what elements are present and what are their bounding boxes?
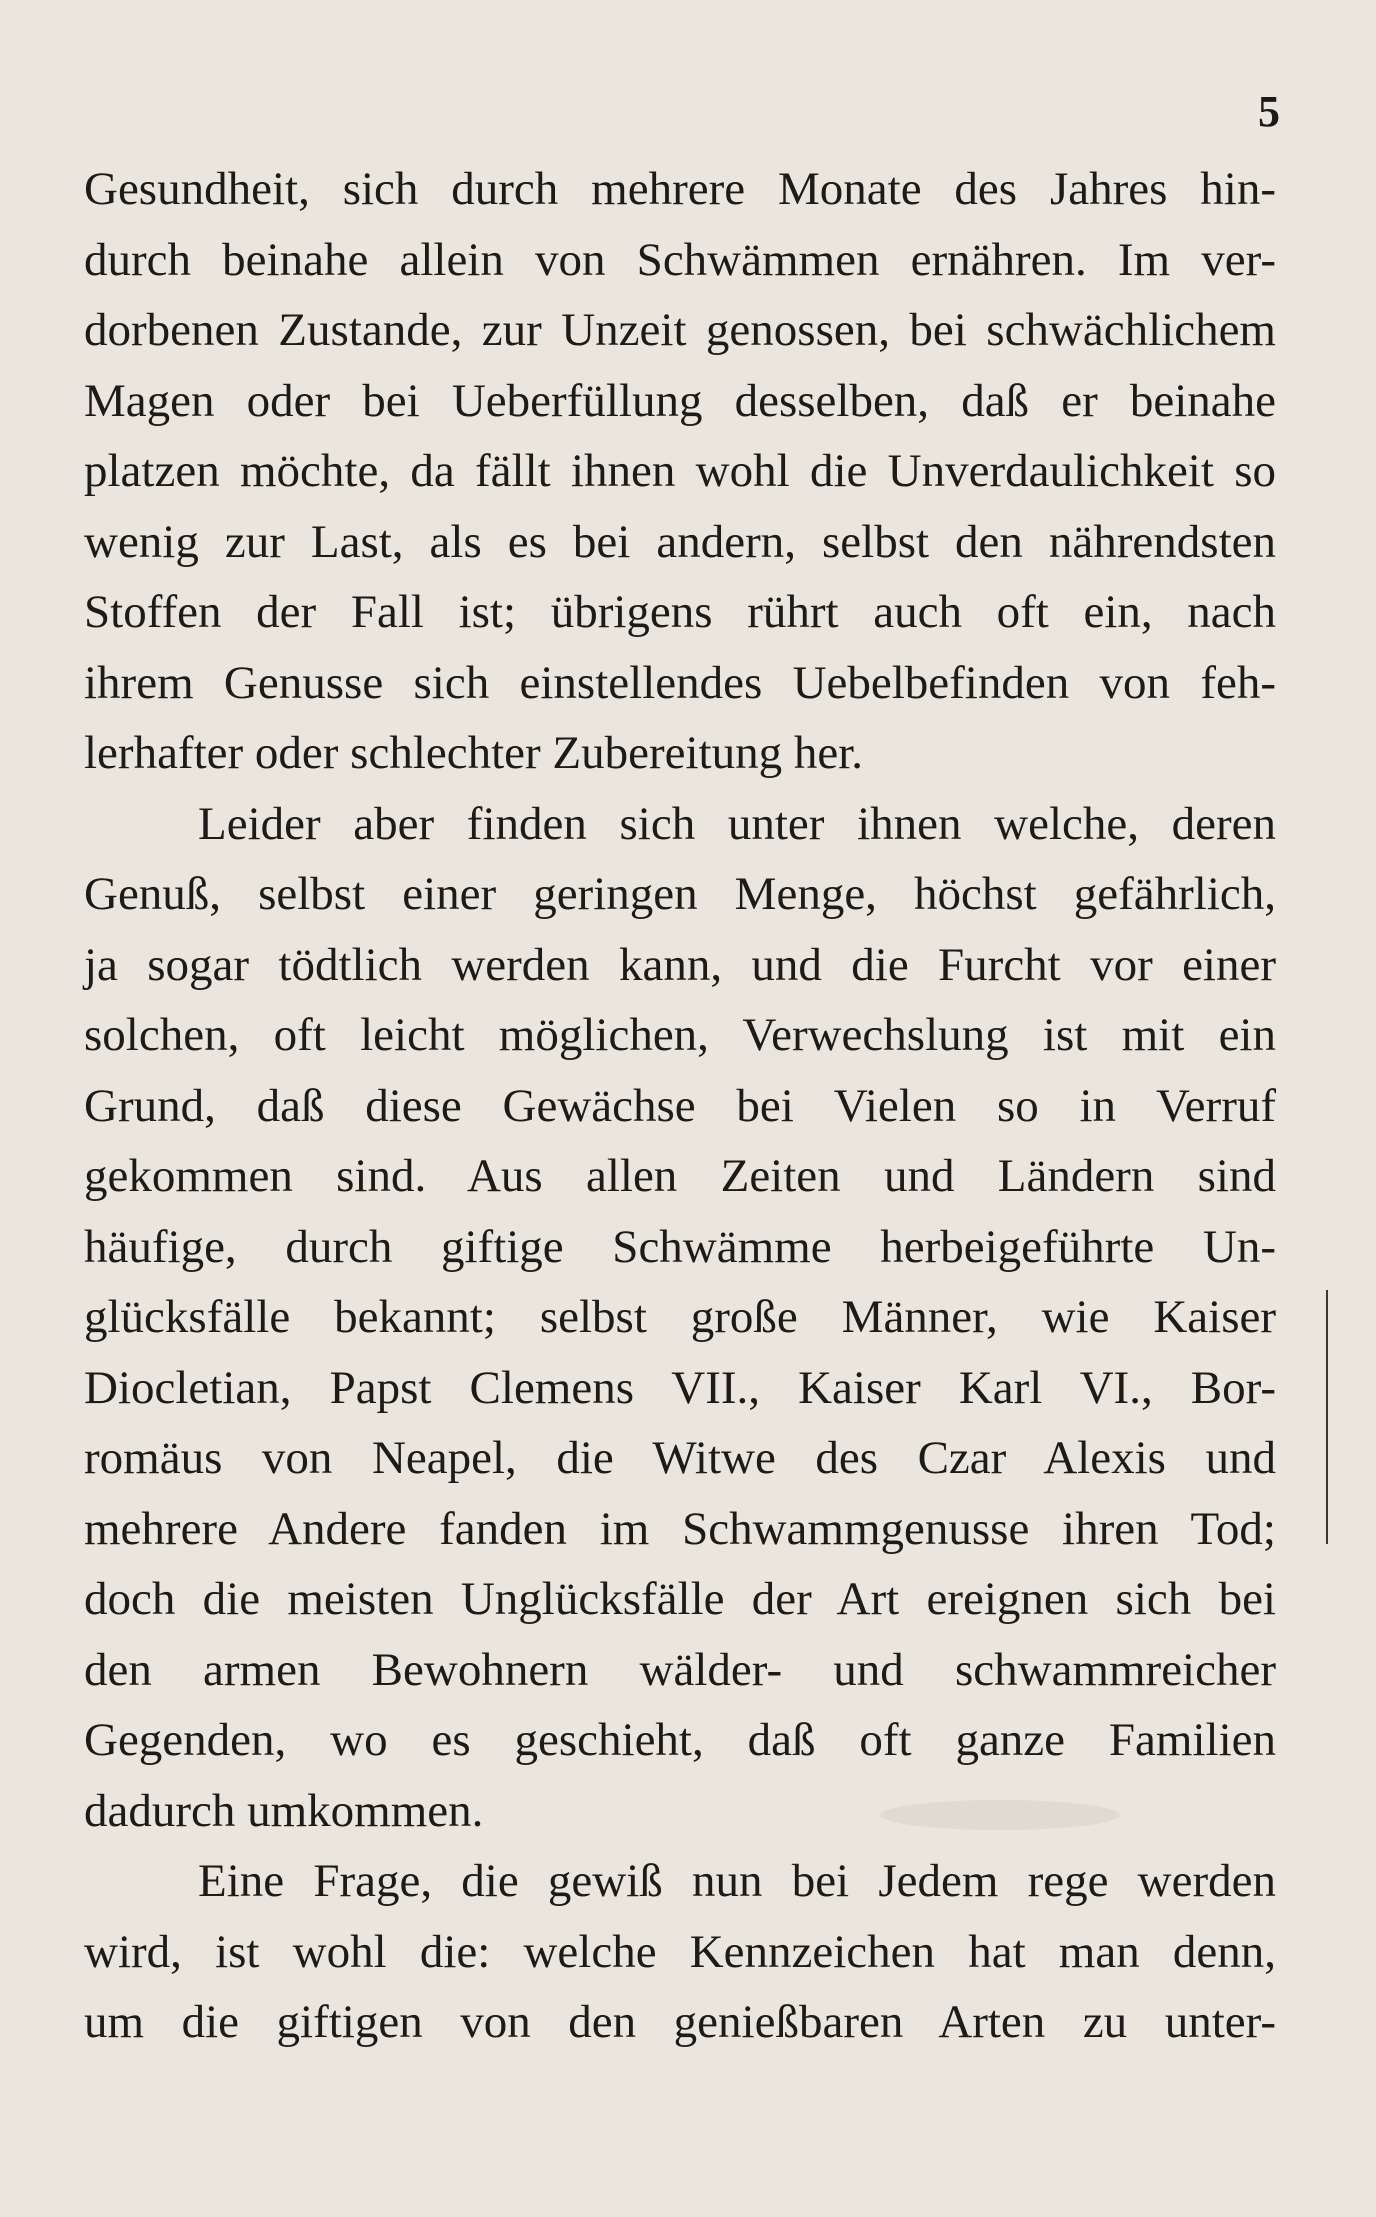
text-line: ja sogar tödtlich werden kann, und die Furcht vor einer	[84, 938, 1276, 991]
text-line: Gegenden, wo es geschieht, daß oft ganze Familien	[84, 1714, 1276, 1766]
paragraph-3	[84, 1846, 1276, 2058]
text-line: glücksfälle bekannt; selbst große Männer, wie Kaiser	[84, 1291, 1276, 1343]
text-line: Leider aber finden sich unter ihnen welche, deren	[198, 797, 1276, 850]
page-number: 5	[1258, 87, 1280, 136]
text-line: dorbenen Zustande, zur Unzeit genossen, bei schwächlichem	[84, 304, 1276, 356]
paragraph-2	[84, 789, 1276, 1847]
text-line: mehrere Andere fanden im Schwammgenusse ihren Tod;	[84, 1502, 1276, 1555]
text-line: Eine Frage, die gewiß nun bei Jedem rege werden	[198, 1855, 1276, 1907]
text-line: wird, ist wohl die: welche Kennzeichen hat man denn,	[84, 1925, 1276, 1978]
text-line: Gesundheit, sich durch mehrere Monate des Jahres hin-	[84, 163, 1276, 215]
text-line: gekommen sind. Aus allen Zeiten und Ländern sind	[84, 1150, 1276, 1202]
text-line: wenig zur Last, als es bei andern, selbst den nährendsten	[84, 515, 1276, 568]
text-line: lerhafter oder schlechter Zubereitung her.	[84, 727, 864, 779]
margin-mark	[1326, 1290, 1328, 1544]
text-line: Stoffen der Fall ist; übrigens rührt auch oft ein, nach	[84, 586, 1276, 638]
text-line: um die giftigen von den genießbaren Arten zu unter-	[84, 1996, 1276, 2048]
text-line: dadurch umkommen.	[84, 1784, 484, 1837]
text-line: den armen Bewohnern wälder- und schwammreicher	[84, 1643, 1276, 1696]
text-line: romäus von Neapel, die Witwe des Czar Alexis und	[84, 1432, 1276, 1484]
text-line: ihrem Genusse sich einstellendes Uebelbefinden von feh-	[84, 656, 1276, 709]
text-line: Diocletian, Papst Clemens VII., Kaiser Karl VI., Bor-	[84, 1361, 1276, 1414]
text-line: Magen oder bei Ueberfüllung desselben, daß er beinahe	[84, 374, 1276, 427]
text-line: platzen möchte, da fällt ihnen wohl die Unverdaulichkeit so	[84, 445, 1276, 497]
paragraph-1	[84, 154, 1276, 789]
body-text	[84, 154, 1276, 2058]
text-line: Grund, daß diese Gewächse bei Vielen so in Verruf	[84, 1079, 1276, 1132]
text-line: häufige, durch giftige Schwämme herbeigeführte Un-	[84, 1220, 1276, 1273]
text-line: doch die meisten Unglücksfälle der Art ereignen sich bei	[84, 1573, 1276, 1625]
text-line: solchen, oft leicht möglichen, Verwechslung ist mit ein	[84, 1009, 1276, 1061]
text-line: Genuß, selbst einer geringen Menge, höchst gefährlich,	[84, 868, 1276, 920]
paper-stain	[880, 1800, 1120, 1830]
text-line: durch beinahe allein von Schwämmen ernähren. Im ver-	[84, 233, 1276, 286]
